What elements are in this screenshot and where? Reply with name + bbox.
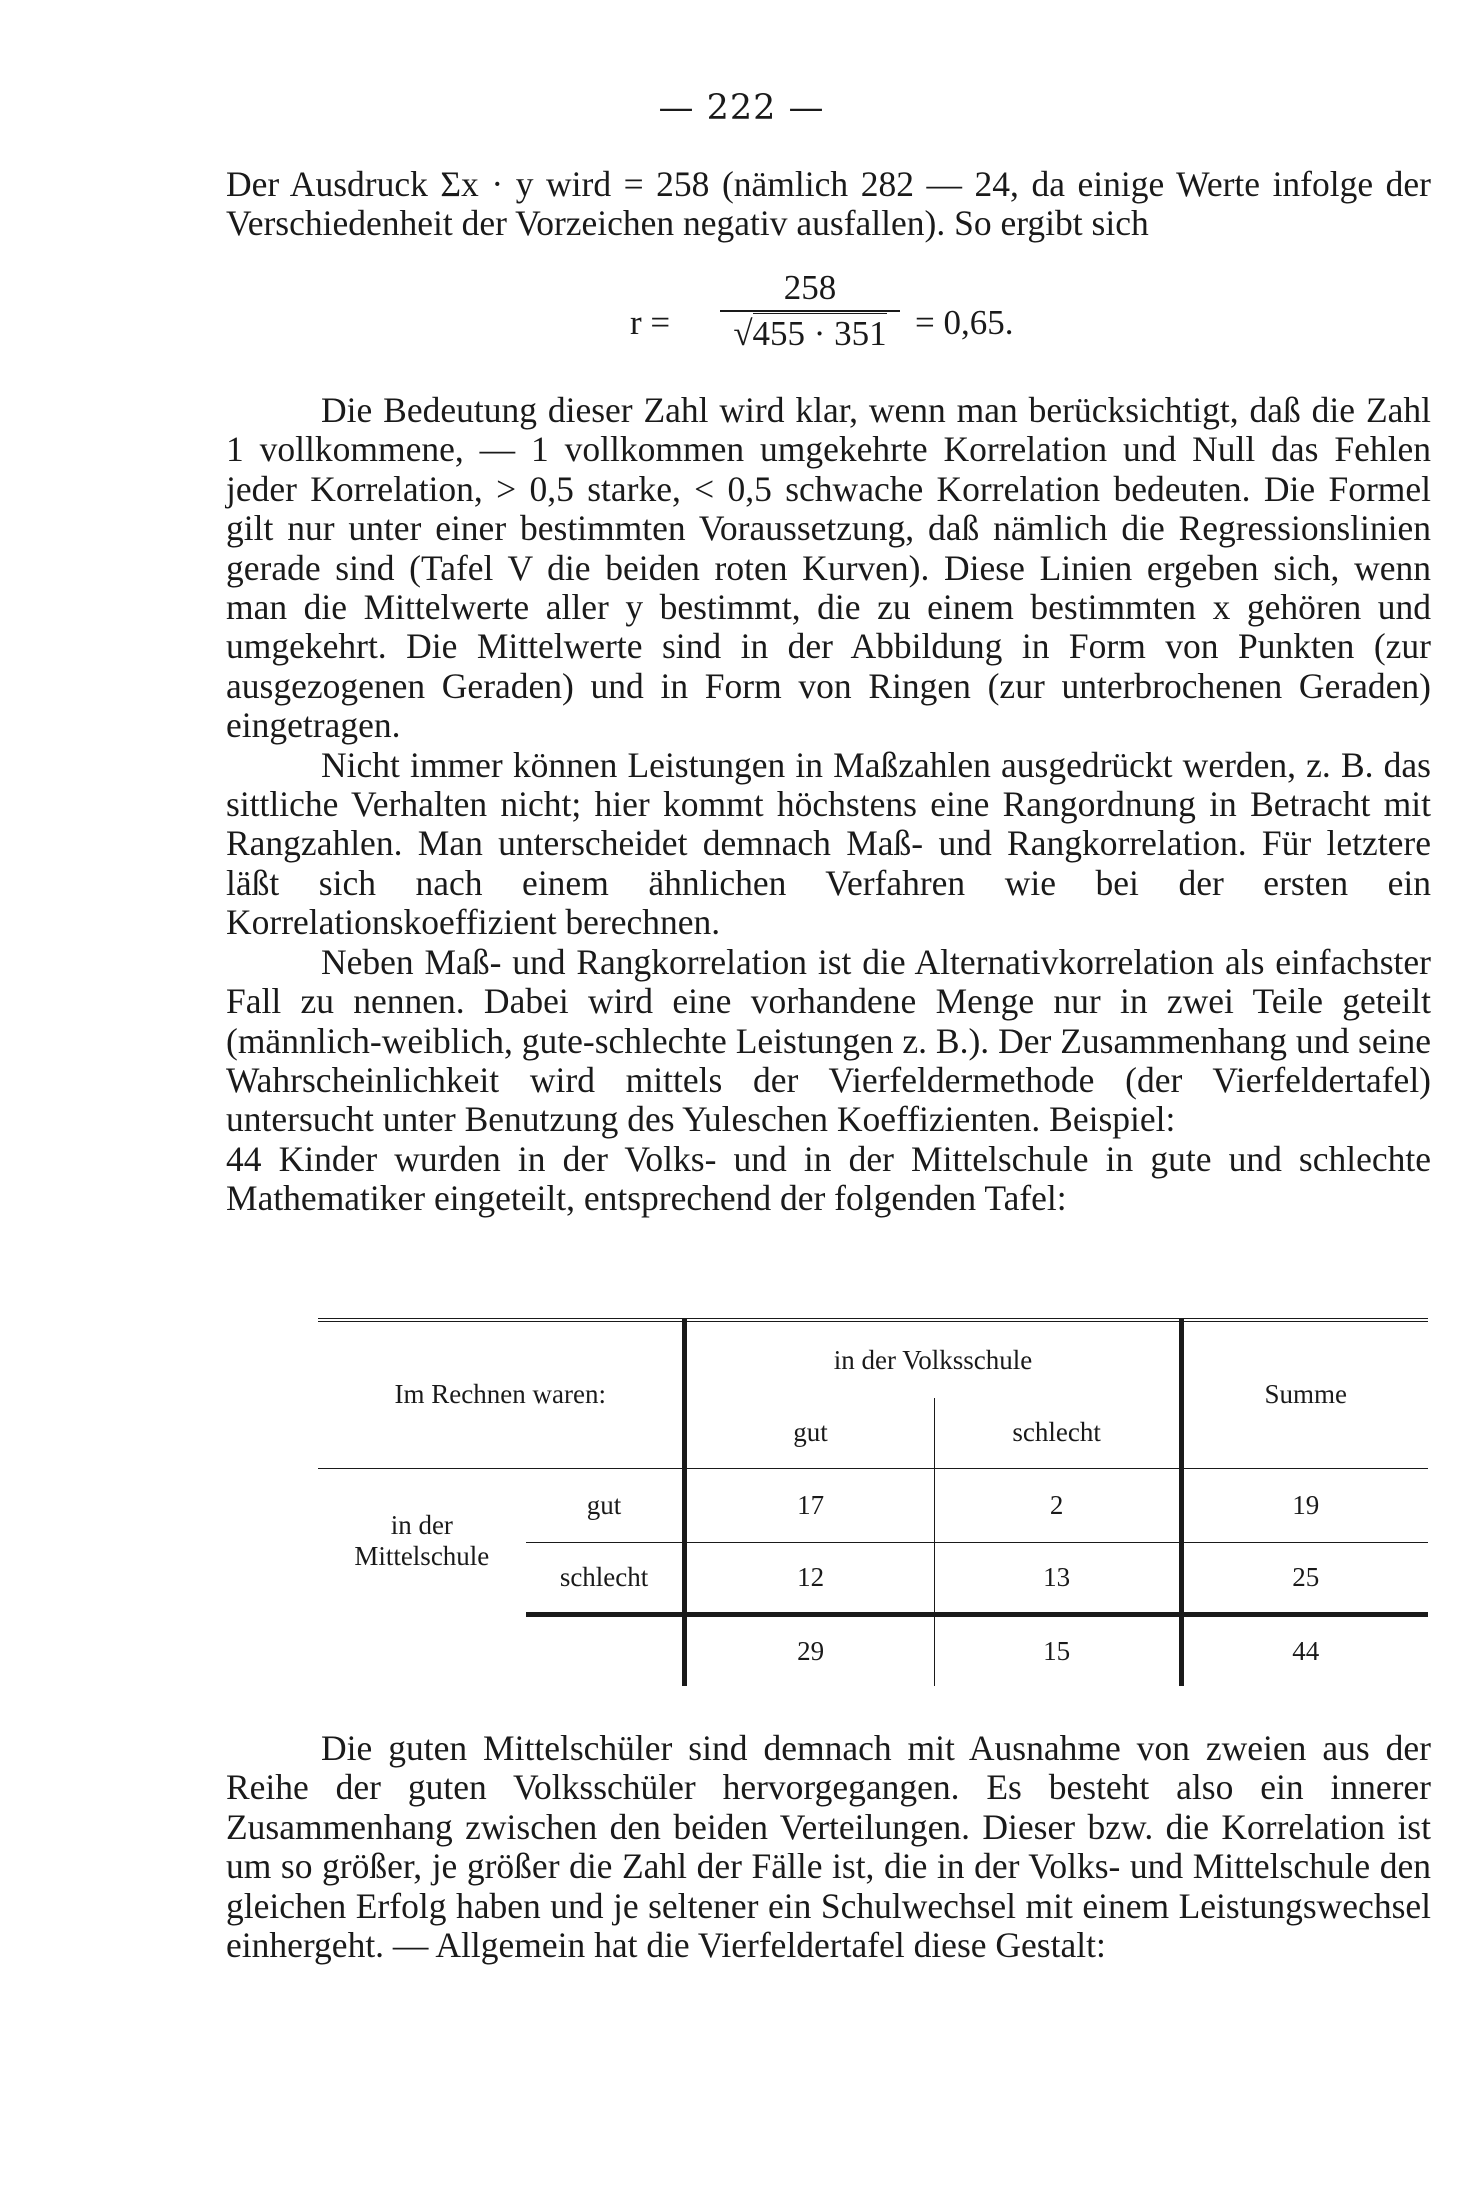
intro-paragraph xyxy=(226,165,1431,244)
paragraph-rangkorrelation: Nicht immer können Leistungen in Maßzahlen ausgedrückt werden, z. B. das sittliche Verhalten nicht; hier kommt höchstens eine Rangordnung in Betracht mit Rangzahlen. Man unterscheidet demnach Maß- und Rangkorrelation. Für letztere läßt sich nach einem ähnlichen Verfahren wie bei der ersten ein Korrelationskoeffizient berechnen. xyxy=(226,744,1431,943)
paragraph-alternativkorrelation: Neben Maß- und Rangkorrelation ist die Alternativkorrelation als einfachster Fall zu nennen. Dabei wird eine vorhandene Menge nur in zwei Teile geteilt (männlich-weiblich, gute-schlechte Leistungen z. B.). Der Zusammenhang und seine Wahrscheinlichkeit wird mittels der Vierfeldermethode (der Vierfeldertafel) untersucht unter Benutzung des Yuleschen Koeffizienten. Beispiel: xyxy=(226,941,1431,1140)
cell-gut-summe: 19 xyxy=(1181,1468,1428,1542)
vierfeldertafel xyxy=(318,1318,1428,1686)
formula-fraction xyxy=(720,268,900,354)
col-header-gut: gut xyxy=(685,1398,934,1468)
row-label-schlecht: schlecht xyxy=(526,1542,685,1614)
total-summe: 44 xyxy=(1181,1614,1428,1686)
cell-gut-schlecht: 2 xyxy=(934,1468,1181,1542)
row-label-gut: gut xyxy=(526,1468,685,1542)
intro-text: Der Ausdruck Σx · y wird = 258 (nämlich 282 — 24, da einige Werte infolge der Verschiedenheit der Vorzeichen negativ ausfallen). So ergibt sich xyxy=(226,164,1431,244)
paragraph-bedeutung: Die Bedeutung dieser Zahl wird klar, wenn man berücksichtigt, daß die Zahl 1 vollkommene, — 1 vollkommen umgekehrte Korrelation und Null das Fehlen jeder Korrelation, > 0,5 starke, < 0,5 schwache Korrelation bedeuten. Die Formel gilt nur unter einer bestimmten Voraussetzung, daß nämlich die Regressionslinien gerade sind (Tafel V die beiden roten Kurven). Diese Linien ergeben sich, wenn man die Mittelwerte aller y bestimmt, die zu einem bestimmten x gehören und umgekehrt. Die Mittelwerte sind in der Abbildung in Form von Punkten (zur ausgezogenen Geraden) und in Form von Ringen (zur unterbrochenen Geraden) eingetragen. xyxy=(226,390,1431,746)
cell-schlecht-summe: 25 xyxy=(1181,1542,1428,1614)
cell-schlecht-gut: 12 xyxy=(685,1542,934,1614)
row-group-line1: in der xyxy=(390,1510,453,1541)
cell-schlecht-schlecht: 13 xyxy=(934,1542,1181,1614)
row-group-mittelschule xyxy=(318,1468,526,1614)
totals-label-empty xyxy=(318,1614,685,1686)
paragraph-closing: Die guten Mittelschüler sind demnach mit Ausnahme von zweien aus der Reihe der guten Volksschüler hervorgegangen. Es besteht also ein innerer Zusammenhang zwischen den beiden Verteilungen. Dieser bzw. die Korrelation ist um so größer, je größer die Zahl der Fälle ist, die in der Volks- und Mittelschule den gleichen Erfolg haben und je seltener ein Schulwechsel mit einem Leistungswechsel einhergeht. — Allgemein hat die Vierfeldertafel diese Gestalt: xyxy=(226,1728,1431,1966)
fraction-bar xyxy=(720,310,900,312)
col-header-schlecht: schlecht xyxy=(934,1398,1181,1468)
root-sign: √ xyxy=(733,314,753,353)
table-corner: Im Rechnen waren: xyxy=(318,1320,685,1468)
formula-rhs: = 0,65. xyxy=(915,303,1014,342)
formula-numerator: 258 xyxy=(783,268,837,307)
correlation-formula xyxy=(630,268,1050,368)
cell-gut-gut: 17 xyxy=(685,1468,934,1542)
volksschule-header: in der Volksschule xyxy=(685,1320,1181,1398)
total-gut: 29 xyxy=(685,1614,934,1686)
row-group-line2: Mittelschule xyxy=(354,1541,490,1572)
paragraph-beispiel: 44 Kinder wurden in der Volks- und in der Mittelschule in gute und schlechte Mathematiker eingeteilt, entsprechend der folgenden Tafel: xyxy=(226,1138,1431,1219)
summe-header: Summe xyxy=(1181,1320,1428,1468)
closing-text xyxy=(226,1729,1431,1965)
total-schlecht: 15 xyxy=(934,1614,1181,1686)
formula-denominator: 455 · 351 xyxy=(752,314,887,353)
page-number: — 222 — xyxy=(658,88,825,128)
formula-denominator-wrap xyxy=(720,314,900,354)
formula-lhs: r = xyxy=(630,303,671,342)
body-text xyxy=(226,391,1431,1219)
